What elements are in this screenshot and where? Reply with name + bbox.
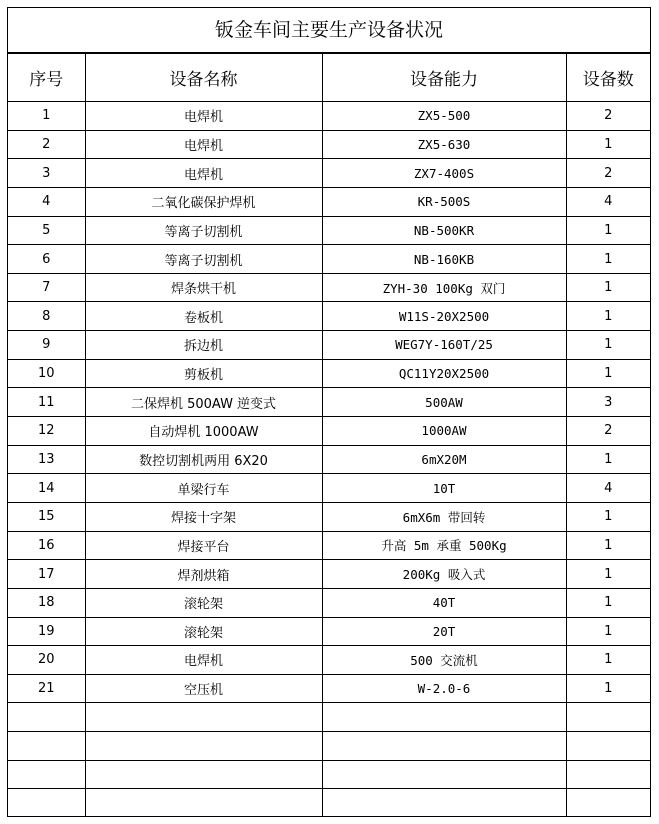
cell-equipment-capacity: W11S-20X2500	[322, 302, 566, 331]
cell-equipment-capacity: WEG7Y-160T/25	[322, 331, 566, 360]
table-row	[8, 130, 650, 159]
table-row	[8, 216, 650, 245]
cell-equipment-name: 单梁行车	[85, 474, 322, 503]
cell-equipment-name: 等离子切割机	[85, 216, 322, 245]
cell-equipment-name: 剪板机	[85, 359, 322, 388]
table-row	[8, 273, 650, 302]
cell-equipment-quantity: 4	[566, 474, 650, 503]
cell-equipment-quantity	[566, 703, 650, 732]
cell-equipment-capacity: 20T	[322, 617, 566, 646]
cell-equipment-capacity: 6mX20M	[322, 445, 566, 474]
cell-equipment-capacity: 1000AW	[322, 417, 566, 446]
cell-equipment-quantity: 1	[566, 445, 650, 474]
cell-serial-no: 20	[8, 646, 85, 675]
table-row	[8, 617, 650, 646]
header-equipment-capacity: 设备能力	[322, 54, 566, 102]
cell-equipment-capacity: KR-500S	[322, 187, 566, 216]
cell-equipment-capacity: ZX7-400S	[322, 159, 566, 188]
cell-equipment-name: 焊剂烘箱	[85, 560, 322, 589]
cell-equipment-name: 拆边机	[85, 331, 322, 360]
table-row	[8, 760, 650, 789]
cell-serial-no: 5	[8, 216, 85, 245]
cell-serial-no	[8, 789, 85, 817]
cell-equipment-capacity: 500 交流机	[322, 646, 566, 675]
table-row	[8, 331, 650, 360]
cell-equipment-capacity: 40T	[322, 588, 566, 617]
cell-equipment-capacity: 10T	[322, 474, 566, 503]
header-row	[8, 54, 650, 102]
cell-serial-no: 7	[8, 273, 85, 302]
cell-equipment-capacity	[322, 732, 566, 761]
cell-equipment-quantity: 1	[566, 531, 650, 560]
cell-serial-no: 10	[8, 359, 85, 388]
cell-equipment-capacity: NB-500KR	[322, 216, 566, 245]
cell-equipment-name: 焊接平台	[85, 531, 322, 560]
cell-equipment-name	[85, 732, 322, 761]
table-row	[8, 445, 650, 474]
cell-equipment-quantity: 1	[566, 674, 650, 703]
cell-serial-no: 1	[8, 102, 85, 131]
cell-serial-no: 9	[8, 331, 85, 360]
cell-equipment-quantity: 1	[566, 331, 650, 360]
cell-equipment-capacity: ZYH-30 100Kg 双门	[322, 273, 566, 302]
cell-serial-no: 21	[8, 674, 85, 703]
cell-equipment-capacity: ZX5-630	[322, 130, 566, 159]
cell-equipment-quantity: 4	[566, 187, 650, 216]
cell-equipment-quantity: 2	[566, 417, 650, 446]
cell-equipment-quantity: 1	[566, 359, 650, 388]
table-row	[8, 531, 650, 560]
cell-equipment-name: 空压机	[85, 674, 322, 703]
table-row	[8, 159, 650, 188]
cell-equipment-capacity: 升高 5m 承重 500Kg	[322, 531, 566, 560]
cell-equipment-name: 自动焊机 1000AW	[85, 417, 322, 446]
cell-equipment-capacity: NB-160KB	[322, 245, 566, 274]
cell-equipment-name: 卷板机	[85, 302, 322, 331]
cell-serial-no: 2	[8, 130, 85, 159]
equipment-table	[8, 53, 650, 817]
cell-serial-no	[8, 703, 85, 732]
table-row	[8, 102, 650, 131]
table-row	[8, 417, 650, 446]
table-row	[8, 388, 650, 417]
cell-equipment-quantity: 1	[566, 560, 650, 589]
cell-serial-no	[8, 732, 85, 761]
cell-equipment-name: 滚轮架	[85, 588, 322, 617]
cell-serial-no: 14	[8, 474, 85, 503]
cell-equipment-name: 数控切割机两用 6X20	[85, 445, 322, 474]
cell-equipment-quantity: 1	[566, 646, 650, 675]
cell-equipment-capacity	[322, 760, 566, 789]
cell-equipment-quantity: 1	[566, 273, 650, 302]
cell-serial-no: 4	[8, 187, 85, 216]
cell-equipment-name: 焊条烘干机	[85, 273, 322, 302]
table-row	[8, 187, 650, 216]
table-row	[8, 560, 650, 589]
cell-equipment-capacity	[322, 703, 566, 732]
cell-equipment-name: 电焊机	[85, 646, 322, 675]
cell-serial-no: 3	[8, 159, 85, 188]
table-row	[8, 359, 650, 388]
cell-serial-no: 12	[8, 417, 85, 446]
cell-serial-no: 13	[8, 445, 85, 474]
cell-equipment-name: 电焊机	[85, 159, 322, 188]
cell-equipment-capacity: ZX5-500	[322, 102, 566, 131]
header-equipment-name: 设备名称	[85, 54, 322, 102]
cell-equipment-name: 二氧化碳保护焊机	[85, 187, 322, 216]
cell-serial-no: 8	[8, 302, 85, 331]
cell-serial-no: 19	[8, 617, 85, 646]
cell-equipment-name	[85, 703, 322, 732]
cell-equipment-quantity: 2	[566, 102, 650, 131]
cell-serial-no: 17	[8, 560, 85, 589]
cell-equipment-name: 焊接十字架	[85, 502, 322, 531]
cell-serial-no: 11	[8, 388, 85, 417]
cell-equipment-name: 滚轮架	[85, 617, 322, 646]
cell-equipment-quantity: 1	[566, 216, 650, 245]
cell-serial-no: 18	[8, 588, 85, 617]
table-row	[8, 302, 650, 331]
cell-equipment-name	[85, 760, 322, 789]
cell-equipment-quantity: 2	[566, 159, 650, 188]
table-row	[8, 789, 650, 817]
sheet-title: 钣金车间主要生产设备状况	[8, 8, 650, 53]
table-row	[8, 646, 650, 675]
table-row	[8, 245, 650, 274]
cell-serial-no	[8, 760, 85, 789]
equipment-sheet	[7, 7, 651, 817]
cell-equipment-quantity: 1	[566, 588, 650, 617]
cell-equipment-quantity	[566, 732, 650, 761]
cell-equipment-name: 电焊机	[85, 130, 322, 159]
table-row	[8, 674, 650, 703]
cell-equipment-quantity	[566, 760, 650, 789]
cell-equipment-name: 二保焊机 500AW 逆变式	[85, 388, 322, 417]
header-equipment-quantity: 设备数	[566, 54, 650, 102]
table-row	[8, 588, 650, 617]
table-row	[8, 502, 650, 531]
cell-equipment-quantity: 3	[566, 388, 650, 417]
cell-equipment-quantity: 1	[566, 502, 650, 531]
cell-equipment-quantity: 1	[566, 617, 650, 646]
cell-equipment-quantity	[566, 789, 650, 817]
table-row	[8, 732, 650, 761]
table-body	[8, 102, 650, 818]
cell-equipment-capacity: 6mX6m 带回转	[322, 502, 566, 531]
cell-equipment-capacity: QC11Y20X2500	[322, 359, 566, 388]
cell-serial-no: 6	[8, 245, 85, 274]
cell-equipment-capacity: 200Kg 吸入式	[322, 560, 566, 589]
cell-equipment-name: 等离子切割机	[85, 245, 322, 274]
cell-equipment-quantity: 1	[566, 302, 650, 331]
cell-serial-no: 15	[8, 502, 85, 531]
cell-equipment-quantity: 1	[566, 130, 650, 159]
cell-equipment-capacity: W-2.0-6	[322, 674, 566, 703]
table-row	[8, 474, 650, 503]
cell-equipment-quantity: 1	[566, 245, 650, 274]
header-serial-no: 序号	[8, 54, 85, 102]
cell-serial-no: 16	[8, 531, 85, 560]
cell-equipment-capacity: 500AW	[322, 388, 566, 417]
cell-equipment-capacity	[322, 789, 566, 817]
cell-equipment-name	[85, 789, 322, 817]
cell-equipment-name: 电焊机	[85, 102, 322, 131]
table-row	[8, 703, 650, 732]
